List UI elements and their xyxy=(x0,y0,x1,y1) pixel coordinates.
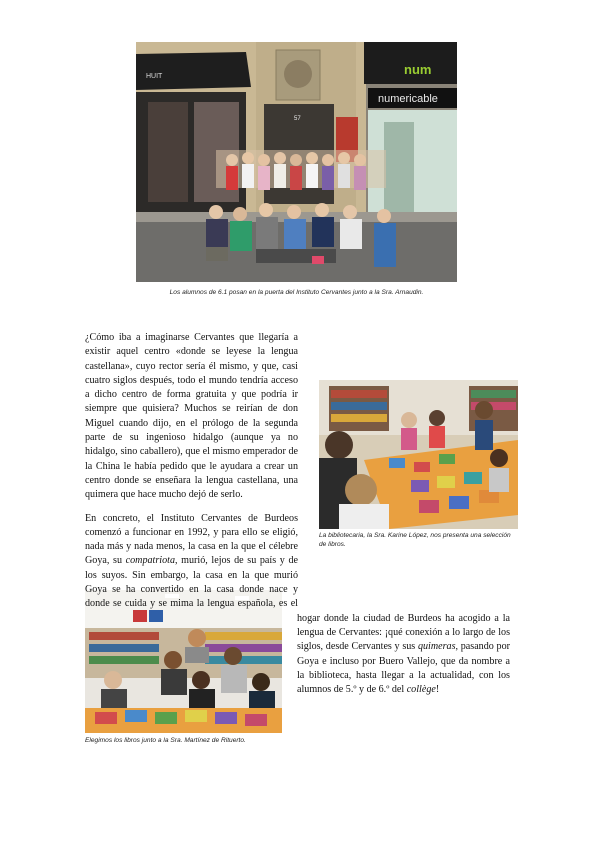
p2-float-holder xyxy=(297,613,510,695)
photo1-caption: Los alumnos de 6.1 posan en la puerta del Instituto Cervantes junto a la Sra. Arnaudin. xyxy=(169,289,424,296)
paragraph-1: ¿Cómo iba a imaginarse Cervantes que llegaría a existir aquel centro «donde se leyese la lengua castellana», cuyo rector sería él mismo, y que, casi cuatro siglos después, todo el mundo tendría acceso a dicho centro de forma gratuita y que podría ir siempre que quisiera? Muchos se reirían de don Miguel cuando dijo, en el prólogo de la segunda parte de su ingenioso hidalgo (aunque ya no hidalgo, sino caballero), que el mismo emperador de la China le había pedido que le ayudara a crear un centro donde se enseñara la lengua castellana, una quimera que hace mucho dejó de serlo. xyxy=(85,332,298,501)
article-body xyxy=(85,331,510,786)
photo2-caption: La bibliotecaria, la Sra. Karine López, nos presenta una selección de libros. xyxy=(319,532,511,548)
photo-students-at-entrance xyxy=(136,42,457,282)
p2-part-b1: , murió, lejos de su país y de los suyos. Sin embargo, la casa en la que murió Goya se ha convertido en la casa donde nace y donde se cuida y se mima la lengua española, es el hogar donde la xyxy=(85,555,364,624)
shop-sign: numericable xyxy=(378,93,438,105)
photo2-float-space xyxy=(306,381,510,601)
p2-part-a: En concreto, el Instituto Cervantes de Burdeos comenzó a funcionar en 1992, y para ello se eligió, nada más y nada menos, la casa en la que el célebre Goya, su xyxy=(85,512,298,567)
p2-compatriota: compatriota xyxy=(125,555,175,567)
photo3-float-space xyxy=(85,616,289,786)
door-number: 57 xyxy=(294,116,301,122)
p2-part-d: ! xyxy=(435,684,440,696)
p2-part-b2: ciudad de Burdeos ha acogido a la lengua de Cervantes: ¡qué conexión a lo largo de los siglos, desde Cervantes y sus xyxy=(297,612,510,653)
p2-quimeras: quimeras xyxy=(417,641,456,653)
shop-sign-top: num xyxy=(404,62,432,77)
p2-part-c: , pasando por Goya e incluso por Buero Vallejo, que da nombre a la biblioteca, hasta llegar a la actualidad, con los alumnos de 5.º y de 6.º del xyxy=(297,641,510,696)
photo3-caption: Elegimos los libros junto a la Sra. Martínez de Rituerto. xyxy=(85,737,246,744)
p2-college: collège xyxy=(406,684,436,696)
svg-text:HUIT: HUIT xyxy=(146,73,163,80)
